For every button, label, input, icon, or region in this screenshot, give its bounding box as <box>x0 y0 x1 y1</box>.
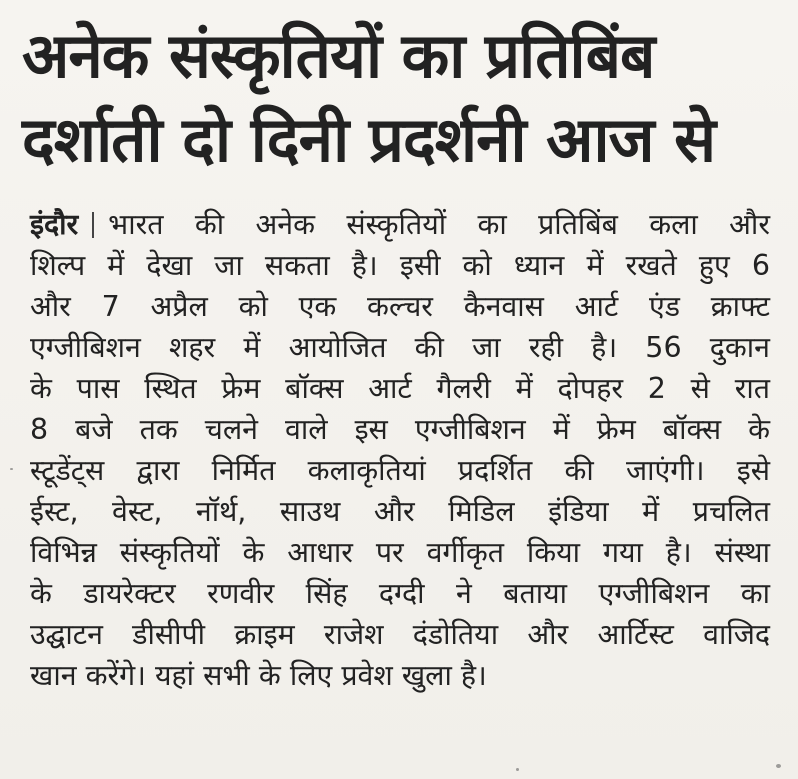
dateline: इंदौर <box>30 208 79 241</box>
body-line-10: के डायरेक्टर रणवीर सिंह दग्दी ने बताया एग्जीबिशन का <box>30 577 770 610</box>
body-line-6: 8 बजे तक चलने वाले इस एग्जीबिशन में फ्रेम बॉक्स के <box>30 413 770 446</box>
print-speck <box>776 764 781 768</box>
body-line-8: ईस्ट, वेस्ट, नॉर्थ, साउथ और मिडिल इंडिया में प्रचलित <box>30 495 770 528</box>
article-body <box>30 204 770 696</box>
body-line-2: शिल्प में देखा जा सकता है। इसी को ध्यान में रखते हुए 6 <box>30 249 770 282</box>
print-speck <box>10 468 13 470</box>
body-line-7: स्टूडेंट्स द्वारा निर्मित कलाकृतियां प्रदर्शित की जाएंगी। इसे <box>30 454 770 487</box>
body-line-9: विभिन्न संस्कृतियों के आधार पर वर्गीकृत किया गया है। संस्था <box>30 536 770 569</box>
body-line-12: खान करेंगे। यहां सभी के लिए प्रवेश खुला है। <box>30 659 487 692</box>
body-line-1 <box>30 204 770 245</box>
body-line-4: एग्जीबिशन शहर में आयोजित की जा रही है। 56 दुकान <box>30 331 770 364</box>
headline-line-1: अनेक संस्कृतियों का प्रतिबिंब <box>22 19 655 92</box>
print-speck <box>516 768 519 771</box>
headline-line-2: दर्शाती दो दिनी प्रदर्शनी आज से <box>22 103 715 176</box>
body-line-3: और 7 अप्रैल को एक कल्चर कैनवास आर्ट एंड क्राफ्ट <box>30 290 770 323</box>
dateline-divider <box>92 212 94 238</box>
body-line-11: उद्घाटन डीसीपी क्राइम राजेश दंडोतिया और आर्टिस्ट वाजिद <box>30 618 770 651</box>
body-line-5: के पास स्थित फ्रेम बॉक्स आर्ट गैलरी में दोपहर 2 से रात <box>30 372 770 405</box>
body-line-1-text: भारत की अनेक संस्कृतियों का प्रतिबिंब कला और <box>108 208 770 241</box>
